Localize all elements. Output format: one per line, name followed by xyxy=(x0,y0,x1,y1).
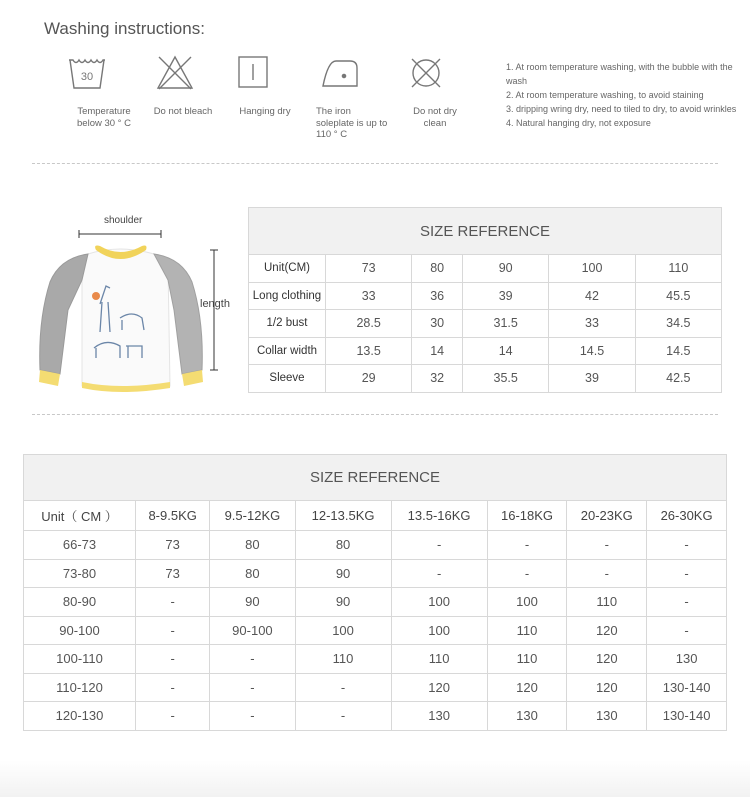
table-cell: - xyxy=(647,531,727,560)
table-cell: 110 xyxy=(487,616,567,645)
table-cell: 33 xyxy=(326,282,412,310)
table-row xyxy=(24,531,727,560)
table-cell: - xyxy=(487,559,567,588)
table-cell: - xyxy=(487,531,567,560)
size-reference-table xyxy=(248,207,722,393)
table-cell: - xyxy=(567,531,647,560)
table-cell: 80 xyxy=(210,559,295,588)
table-header-cell: 26-30KG xyxy=(647,501,727,531)
table-cell: 120 xyxy=(567,673,647,702)
table-row xyxy=(249,310,722,338)
table-cell: 90 xyxy=(295,559,391,588)
table-row xyxy=(24,616,727,645)
table-cell: 90 xyxy=(295,588,391,617)
table-cell: - xyxy=(210,673,295,702)
table-row xyxy=(249,337,722,365)
table-cell: 80 xyxy=(295,531,391,560)
table-header-cell: 13.5-16KG xyxy=(391,501,487,531)
divider xyxy=(32,414,718,415)
weight-table-title: SIZE REFERENCE xyxy=(24,455,727,501)
table-cell: 45.5 xyxy=(635,282,721,310)
washing-note: 4. Natural hanging dry, not exposure xyxy=(506,118,651,128)
table-cell: - xyxy=(136,616,210,645)
table-cell: 110 xyxy=(567,588,647,617)
table-cell: Collar width xyxy=(249,337,326,365)
table-row xyxy=(24,673,727,702)
table-cell: - xyxy=(210,702,295,731)
table-cell: - xyxy=(136,673,210,702)
wash-label-bleach: Do not bleach xyxy=(153,106,213,117)
washing-note: 3. dripping wring dry, need to tiled to dry, to avoid wrinkles xyxy=(506,104,737,114)
table-cell: Long clothing xyxy=(249,282,326,310)
table-header-cell: Unit（ CM ） xyxy=(24,501,136,531)
table-cell: - xyxy=(391,559,487,588)
table-cell: 14.5 xyxy=(635,337,721,365)
table-cell: 100 xyxy=(487,588,567,617)
table-cell: 14.5 xyxy=(549,337,635,365)
table-cell: 110 xyxy=(295,645,391,674)
table-cell: 34.5 xyxy=(635,310,721,338)
table-cell: 100-110 xyxy=(24,645,136,674)
do-not-dry-clean-icon xyxy=(406,54,446,92)
table-cell: 120 xyxy=(391,673,487,702)
table-cell: 100 xyxy=(549,255,635,283)
wash-label-iron: The iron soleplate is up to 110 ° C xyxy=(316,106,388,140)
table-cell: 73 xyxy=(136,559,210,588)
table-cell: - xyxy=(136,645,210,674)
table-cell: 110-120 xyxy=(24,673,136,702)
divider xyxy=(32,163,718,164)
table-cell: 30 xyxy=(412,310,463,338)
table-cell: 13.5 xyxy=(326,337,412,365)
table-cell: - xyxy=(647,616,727,645)
wash-label-hanging: Hanging dry xyxy=(239,106,291,117)
table-header-cell: 12-13.5KG xyxy=(295,501,391,531)
tshirt-illustration xyxy=(30,220,245,400)
table-cell: 73 xyxy=(326,255,412,283)
table-cell: 90-100 xyxy=(210,616,295,645)
table-cell: 73-80 xyxy=(24,559,136,588)
table-row xyxy=(24,702,727,731)
table-cell: 14 xyxy=(412,337,463,365)
table-cell: 42.5 xyxy=(635,365,721,393)
table-cell: - xyxy=(136,588,210,617)
table-header-cell: 16-18KG xyxy=(487,501,567,531)
table-cell: - xyxy=(647,559,727,588)
table-cell: 80 xyxy=(412,255,463,283)
svg-text:30: 30 xyxy=(80,71,94,83)
table-cell: 130-140 xyxy=(647,673,727,702)
table-cell: 90-100 xyxy=(24,616,136,645)
table-row xyxy=(249,282,722,310)
iron-icon xyxy=(320,54,360,92)
table-cell: 73 xyxy=(136,531,210,560)
table-cell: 120-130 xyxy=(24,702,136,731)
table-header-cell: 20-23KG xyxy=(567,501,647,531)
table-row xyxy=(249,365,722,393)
table-cell: 1/2 bust xyxy=(249,310,326,338)
table-cell: 90 xyxy=(210,588,295,617)
table-row xyxy=(24,588,727,617)
table-row xyxy=(24,559,727,588)
table-cell: 100 xyxy=(391,588,487,617)
table-cell: - xyxy=(647,588,727,617)
table-cell: 130 xyxy=(487,702,567,731)
table-cell: 80 xyxy=(210,531,295,560)
table-cell: Sleeve xyxy=(249,365,326,393)
wash-label-dry-clean: Do not dry clean xyxy=(413,106,457,129)
table-cell: 100 xyxy=(391,616,487,645)
table-cell: 120 xyxy=(567,616,647,645)
page-title: Washing instructions: xyxy=(44,19,205,38)
hanging-dry-icon xyxy=(234,54,274,92)
table-cell: 110 xyxy=(391,645,487,674)
table-cell: 90 xyxy=(463,255,549,283)
washing-note: 1. At room temperature washing, with the bubble with the wash xyxy=(506,62,733,86)
table-row xyxy=(24,645,727,674)
table-cell: 36 xyxy=(412,282,463,310)
table-cell: - xyxy=(391,531,487,560)
washing-note: 2. At room temperature washing, to avoid staining xyxy=(506,90,704,100)
weight-size-table xyxy=(23,454,727,731)
wash-30-icon xyxy=(67,54,107,92)
table-row xyxy=(249,255,722,283)
table-cell: 130 xyxy=(567,702,647,731)
table-cell: 110 xyxy=(487,645,567,674)
bottom-shade xyxy=(0,760,750,797)
table-cell: - xyxy=(295,673,391,702)
table-header-row xyxy=(24,501,727,531)
washing-notes xyxy=(506,60,738,130)
table-cell: - xyxy=(567,559,647,588)
table-cell: 28.5 xyxy=(326,310,412,338)
do-not-bleach-icon xyxy=(155,54,195,92)
table-cell: 120 xyxy=(567,645,647,674)
table-cell: - xyxy=(136,702,210,731)
table-cell: - xyxy=(210,645,295,674)
table-cell: 110 xyxy=(635,255,721,283)
table-cell: 80-90 xyxy=(24,588,136,617)
table-cell: 130 xyxy=(391,702,487,731)
wash-label-temperature: Temperature below 30 ° C xyxy=(77,106,131,129)
table-cell: 39 xyxy=(463,282,549,310)
size-table-title: SIZE REFERENCE xyxy=(249,208,722,255)
table-cell: 130 xyxy=(647,645,727,674)
table-cell: 42 xyxy=(549,282,635,310)
table-cell: - xyxy=(295,702,391,731)
table-cell: 100 xyxy=(295,616,391,645)
table-cell: 35.5 xyxy=(463,365,549,393)
table-cell: 31.5 xyxy=(463,310,549,338)
table-cell: 29 xyxy=(326,365,412,393)
table-cell: 33 xyxy=(549,310,635,338)
table-cell: 66-73 xyxy=(24,531,136,560)
table-cell: Unit(CM) xyxy=(249,255,326,283)
table-cell: 32 xyxy=(412,365,463,393)
table-cell: 120 xyxy=(487,673,567,702)
table-header-cell: 9.5-12KG xyxy=(210,501,295,531)
length-label: length xyxy=(200,298,230,310)
table-header-cell: 8-9.5KG xyxy=(136,501,210,531)
table-cell: 130-140 xyxy=(647,702,727,731)
table-cell: 14 xyxy=(463,337,549,365)
table-cell: 39 xyxy=(549,365,635,393)
shoulder-label: shoulder xyxy=(104,215,143,226)
